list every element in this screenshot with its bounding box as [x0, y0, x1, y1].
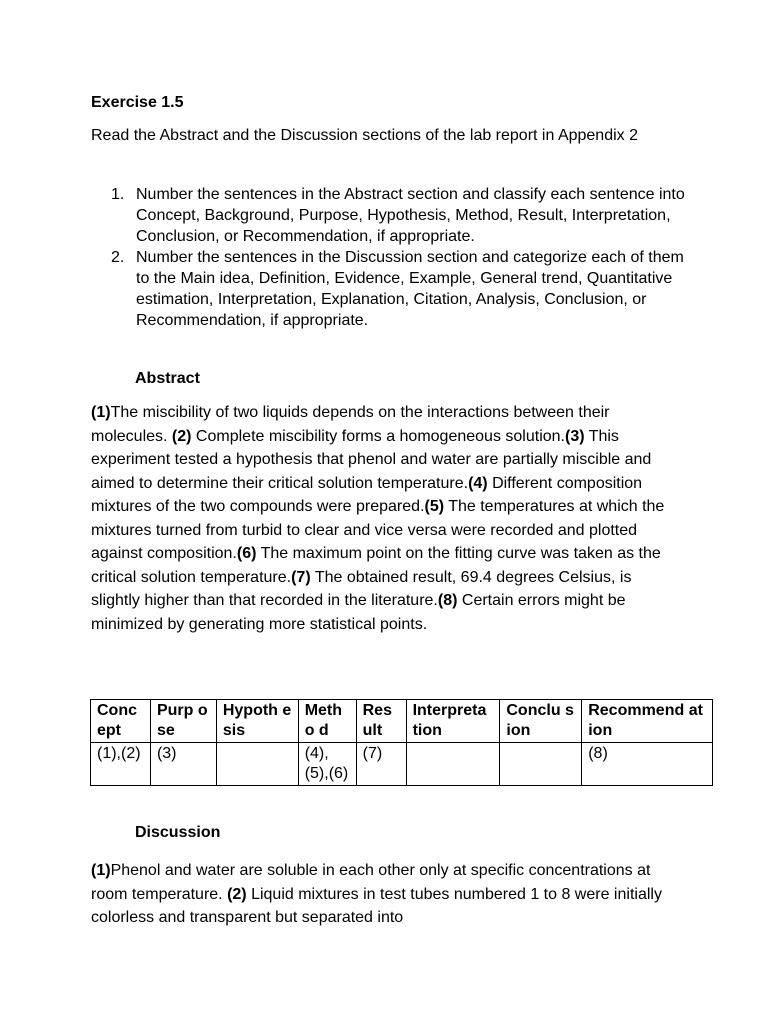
sentence-text: The miscibility of two liquids depends on the interactions between their molecules.: [91, 404, 610, 445]
table-cell: (1),(2): [91, 743, 151, 786]
abstract-heading: Abstract: [135, 370, 200, 387]
sentence-number: (5): [424, 498, 445, 515]
sentence-text: Phenol and water are soluble in each other only at specific concentrations at room temperature.: [91, 862, 651, 903]
header-cell: Conclu sion: [500, 700, 582, 743]
discussion-heading: Discussion: [135, 824, 221, 841]
header-cell: Interpreta tion: [406, 700, 500, 743]
sentence-number: (4): [468, 474, 488, 492]
sentence-text: The obtained result, 69.4 degrees Celsius, is slightly higher than that recorded in the literature.: [91, 568, 632, 609]
table-cell: [216, 743, 298, 786]
classification-table: [90, 699, 713, 786]
abstract-paragraph: [91, 401, 681, 636]
instruction-list: [111, 184, 691, 331]
table-cell: (4), (5),(6): [298, 743, 356, 786]
table-header-row: [91, 700, 713, 743]
header-cell: Conc ept: [91, 700, 151, 743]
exercise-title: Exercise 1.5: [91, 94, 184, 111]
sentence-text: This experiment tested a hypothesis that phenol and water are partially miscible and aimed to determine their critical solution temperature.: [91, 427, 652, 492]
table-cell: (3): [150, 743, 216, 786]
sentence-text: The maximum point on the fitting curve was taken as the critical solution temperature.: [91, 545, 661, 586]
sentence-text: Liquid mixtures in test tubes numbered 1 to 8 were initially colorless and transparent but separated into: [91, 885, 662, 926]
header-cell: Hypoth esis: [216, 700, 298, 743]
sentence-number: (1): [91, 862, 111, 879]
header-cell: Recommend ation: [582, 700, 713, 743]
header-cell: Purp ose: [150, 700, 216, 743]
header-cell: Res ult: [356, 700, 406, 743]
intro-text: Read the Abstract and the Discussion sections of the lab report in Appendix 2: [91, 127, 638, 144]
sentence-number: (8): [437, 592, 458, 609]
table-cell: [406, 743, 500, 786]
table-cell: (8): [582, 743, 713, 786]
sentence-text: Certain errors might be minimized by generating more statistical points.: [91, 592, 626, 633]
sentence-text: The temperatures at which the mixtures turned from turbid to clear and vice versa were recorded and plotted against composition.: [91, 498, 665, 562]
discussion-paragraph: [91, 859, 681, 930]
sentence-number: (2): [171, 427, 192, 445]
sentence-number: (3): [564, 427, 585, 445]
sentence-number: (7): [291, 568, 311, 586]
sentence-text: Complete miscibility forms a homogeneous solution.: [191, 427, 565, 445]
instruction-number: 1.: [111, 186, 125, 203]
sentence-number: (2): [227, 885, 247, 903]
instruction-item: [111, 247, 691, 331]
instruction-text: Number the sentences in the Abstract section and classify each sentence into Concept, Background, Purpose, Hypothesis, Method, Result, Interpretation, Conclusion, or Recommendation, if appropriate.: [136, 186, 685, 245]
sentence-text: Different composition mixtures of the two compounds were prepared.: [91, 474, 643, 515]
table-cell: [500, 743, 582, 786]
table-row: [91, 743, 713, 786]
sentence-number: (1): [91, 404, 111, 421]
header-cell: Metho d: [298, 700, 356, 743]
table-cell: (7): [356, 743, 406, 786]
instruction-number: 2.: [111, 249, 125, 266]
sentence-number: (6): [236, 545, 257, 562]
instruction-item: [111, 184, 691, 247]
instruction-text: Number the sentences in the Discussion section and categorize each of them to the Main idea, Definition, Evidence, Example, General trend, Quantitative estimation, Interpretation, Explanation, Citation, Analysis, Conclusion, or Recommendation, if appropriate.: [136, 249, 684, 329]
